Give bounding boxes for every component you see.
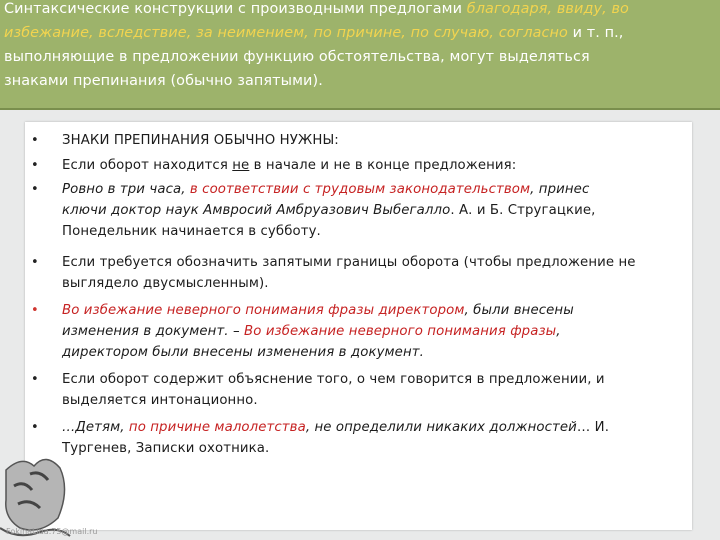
text-line [62,321,687,342]
text-part: … И. [576,420,610,435]
list-item-text [62,155,687,176]
list-item-text [62,300,687,363]
highlighted-prepositions: избежание, вследствие, за неимением, по причине, по случаю, согласно [4,25,568,41]
list-item-text [62,252,687,294]
header-line-2 [4,21,714,45]
text-part: изменения в документ. – [62,324,245,339]
list-item-text [62,369,687,411]
header-banner [0,0,720,110]
bullet-list [25,122,692,530]
highlighted-prepositions: благодаря, ввиду, во [466,1,629,17]
bullet-marker: • [31,372,39,387]
list-item-text [62,130,687,151]
text-part: , не определили никаких должностей [305,420,577,435]
text-part: Ровно в три часа, [62,182,190,197]
text-part: в начале и не в конце предложения: [249,158,517,173]
bullet-marker: • [31,303,39,318]
list-item-text [62,179,687,242]
bullet-marker: • [31,255,39,270]
highlighted-phrase: в соответствии с трудовым законодательством [189,182,531,197]
bullet-marker: • [31,133,39,148]
text-line [62,417,687,438]
text-line [62,300,687,321]
text-line: Понедельник начинается в субботу. [62,224,321,239]
text-part: , [556,324,561,339]
underlined-word: не [232,158,250,173]
text-line: Если оборот содержит объяснение того, о чем говорится в предложении, и [62,372,605,387]
header-text [4,0,714,93]
watermark: FokinaLida.75@mail.ru [6,527,98,536]
text-part: …Детям, [62,420,129,435]
text-part: , принес [530,182,590,197]
highlighted-phrase: Во избежание неверного понимания фразы директором [62,303,465,318]
text-part: . А. и Б. Стругацкие, [450,203,596,218]
bullet-marker: • [31,158,39,173]
text-line [62,179,687,200]
text-line: выделяется интонационно. [62,393,258,408]
text-line [62,155,687,176]
header-line-1 [4,0,714,21]
text-part: , были внесены [464,303,574,318]
content-box [25,122,692,530]
text-line: выглядело двусмысленным). [62,276,269,291]
header-text-part: Синтаксические конструкции с производными предлогами [4,1,467,17]
text-part: ключи доктор наук Амвросий Амбруазович Выбегалло [62,203,451,218]
cat-illustration [0,400,80,540]
highlighted-phrase: по причине малолетства [128,420,306,435]
header-line-3: выполняющие в предложении функцию обстоятельства, могут выделяться [4,49,590,65]
bullet-marker: • [31,420,39,435]
header-line-4: знаками препинания (обычно запятыми). [4,73,323,89]
text-line: Если требуется обозначить запятыми границы оборота (чтобы предложение не [62,255,636,270]
text-line [62,200,687,221]
bullet-marker: • [31,182,39,197]
text-line: ЗНАКИ ПРЕПИНАНИЯ ОБЫЧНО НУЖНЫ: [62,133,339,148]
text-line: директором были внесены изменения в документ. [62,345,424,360]
highlighted-phrase: Во избежание неверного понимания фразы [244,324,557,339]
header-text-part: и т. п., [567,25,624,41]
text-part: Если оборот находится [62,158,233,173]
text-line: Тургенев, Записки охотника. [62,441,270,456]
list-item-text [62,417,687,459]
